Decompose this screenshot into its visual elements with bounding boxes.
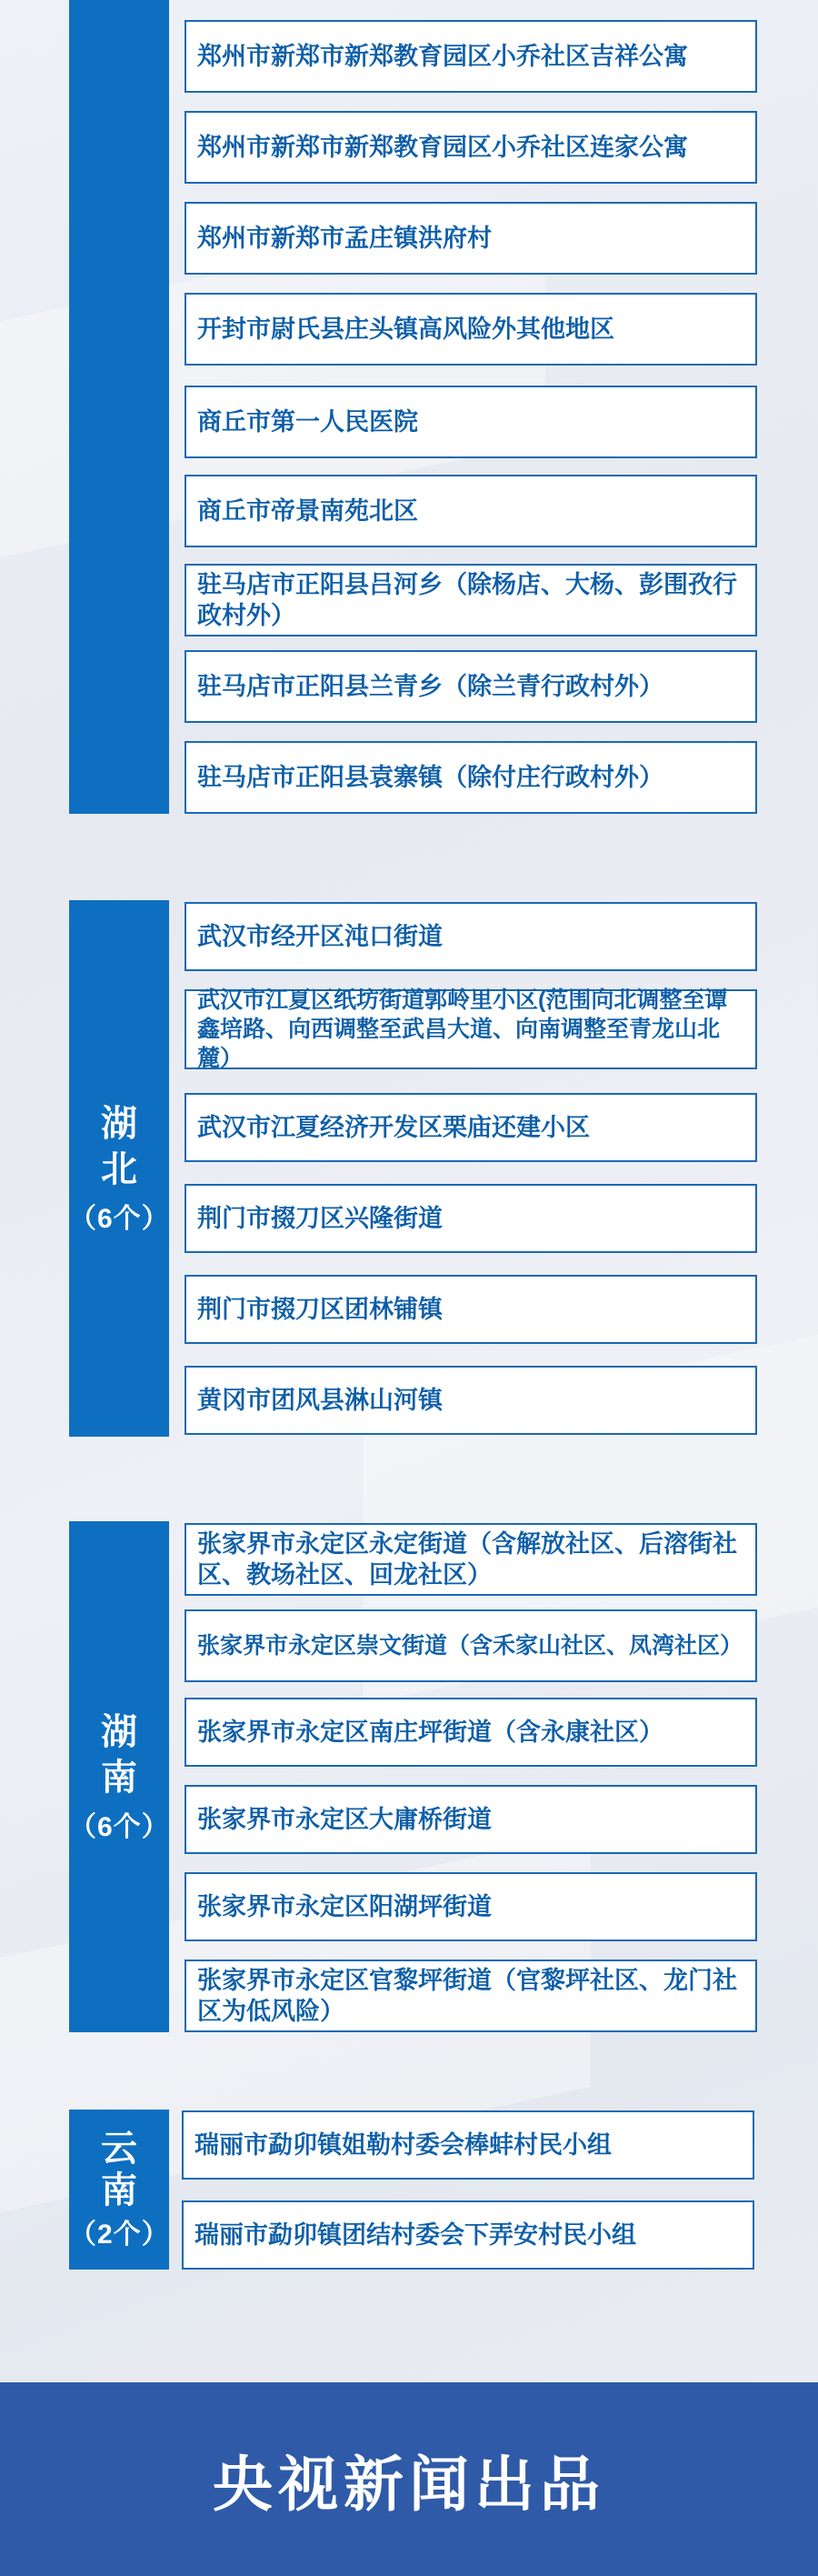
footer-title: 央视新闻出品	[213, 2451, 605, 2518]
region-label-hubei	[69, 900, 169, 1437]
region-label-hunan	[69, 1521, 169, 2032]
list-item: 荆门市掇刀区团林铺镇	[185, 1275, 757, 1344]
list-item: 商丘市帝景南苑北区	[185, 475, 757, 547]
list-item: 郑州市新郑市新郑教育园区小乔社区吉祥公寓	[185, 20, 757, 93]
footer-banner	[0, 2382, 818, 2576]
list-item: 武汉市经开区沌口街道	[185, 902, 757, 971]
region-name: 云南	[101, 2129, 137, 2210]
list-item: 驻马店市正阳县兰青乡（除兰青行政村外）	[185, 650, 757, 723]
list-item: 瑞丽市勐卯镇团结村委会下弄安村民小组	[182, 2200, 754, 2270]
region-count: （6个）	[69, 1204, 170, 1234]
region-count: （2个）	[69, 2220, 170, 2250]
list-item: 张家界市永定区南庄坪街道（含永康社区）	[185, 1698, 757, 1767]
list-item: 驻马店市正阳县袁寨镇（除付庄行政村外）	[185, 741, 757, 814]
list-item: 张家界市永定区永定街道（含解放社区、后溶街社区、教场社区、回龙社区）	[185, 1523, 757, 1596]
list-item: 张家界市永定区大庸桥街道	[185, 1785, 757, 1854]
list-item: 商丘市第一人民医院	[185, 386, 757, 458]
region-label-henan	[69, 0, 169, 814]
list-item: 张家界市永定区崇文街道（含禾家山社区、凤湾社区）	[185, 1609, 757, 1682]
list-item: 黄冈市团风县淋山河镇	[185, 1366, 757, 1435]
list-item: 武汉市江夏区纸坊街道郭岭里小区(范围向北调整至谭鑫培路、向西调整至武昌大道、向南调整至青龙山北麓）	[185, 989, 757, 1069]
list-item: 张家界市永定区官黎坪街道（官黎坪社区、龙门社区为低风险）	[185, 1960, 757, 2032]
list-item: 驻马店市正阳县吕河乡（除杨店、大杨、彭围孜行政村外）	[185, 564, 757, 636]
list-item: 荆门市掇刀区兴隆街道	[185, 1184, 757, 1253]
region-name: 湖北	[101, 1104, 137, 1189]
region-name: 湖南	[101, 1712, 137, 1798]
list-item: 开封市尉氏县庄头镇高风险外其他地区	[185, 293, 757, 366]
list-item: 瑞丽市勐卯镇姐勒村委会棒蚌村民小组	[182, 2110, 754, 2180]
region-count: （6个）	[69, 1812, 170, 1842]
list-item: 郑州市新郑市新郑教育园区小乔社区连家公寓	[185, 111, 757, 184]
list-item: 张家界市永定区阳湖坪街道	[185, 1872, 757, 1941]
list-item: 郑州市新郑市孟庄镇洪府村	[185, 202, 757, 275]
list-item: 武汉市江夏经济开发区栗庙还建小区	[185, 1093, 757, 1162]
region-label-yunnan	[69, 2110, 169, 2270]
